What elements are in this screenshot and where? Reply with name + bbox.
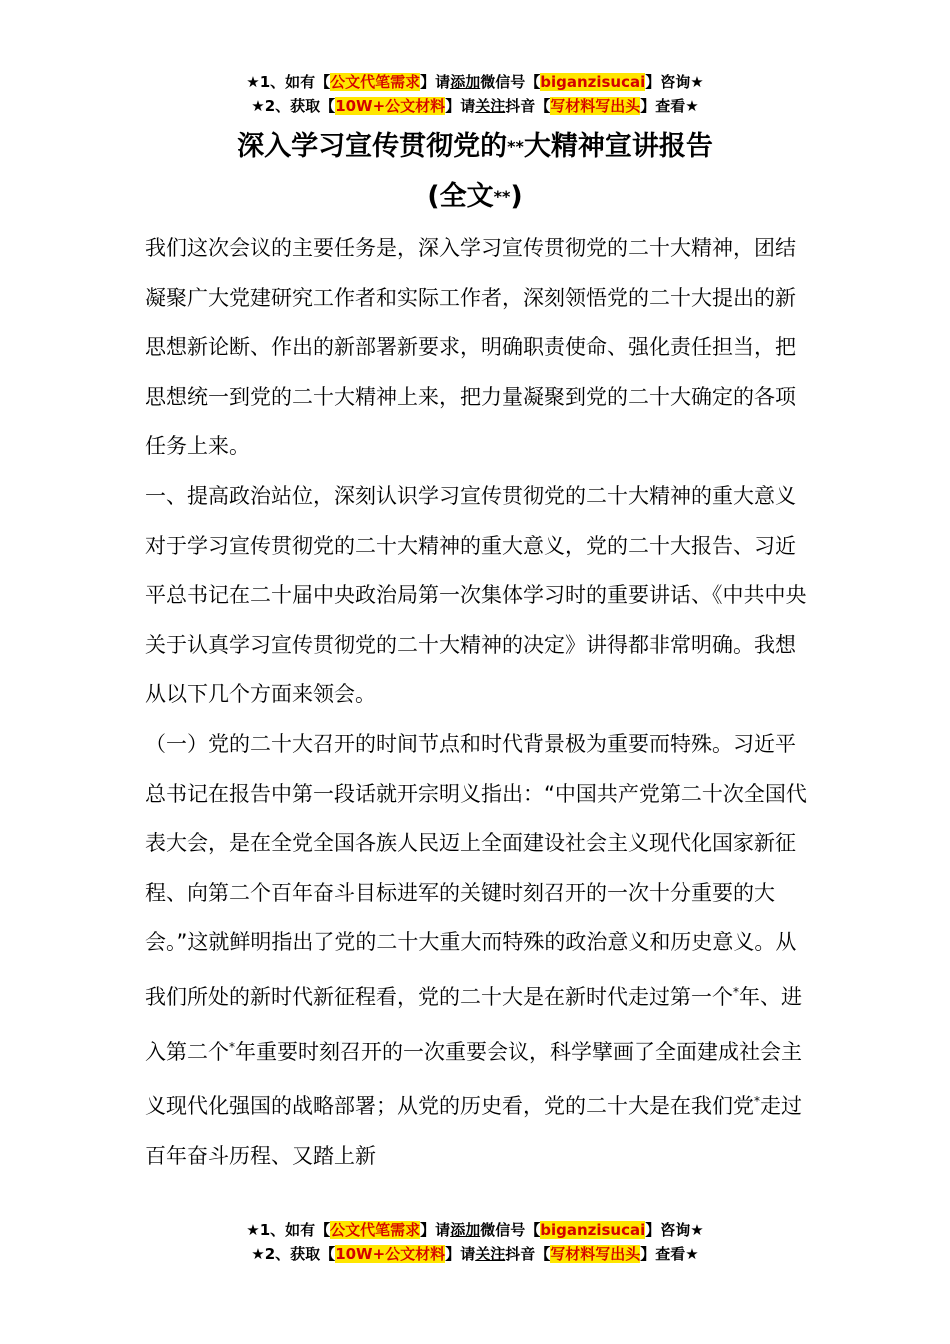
banner-text: 抖音【 [505,1245,551,1263]
banner-text: 微信号【 [480,1221,541,1239]
banner-highlight: 公文代笔需求 [330,1221,421,1239]
title-star: ** [493,187,511,206]
banner-line-1 [0,1218,950,1242]
banner-underline: 关注 [475,97,506,115]
banner-text: ★2、获取【 [251,97,336,115]
paragraph-text: 年、进入第二个 [145,984,802,1064]
title-text: (全文 [427,181,494,212]
redaction-star: * [733,984,739,999]
banner-text: ★1、如有【 [246,73,331,91]
banner-underline: 关注 [475,1245,506,1263]
redaction-star: * [229,1039,235,1054]
paragraph-3 [145,720,810,1181]
banner-highlight: 10W+公文材料 [335,97,446,115]
section-heading-1: 一、提高政治站位，深刻认识学习宣传贯彻党的二十大精神的重大意义 [145,483,796,508]
banner-line-2 [0,94,950,118]
banner-text: 】请 [420,1221,451,1239]
footer-banner [0,1218,950,1266]
banner-highlight: 公文代笔需求 [330,73,421,91]
title-text: ) [510,181,523,212]
title-text: 大精神宣讲报告 [523,131,713,162]
banner-highlight: 10W+公文材料 [335,1245,446,1263]
paragraph-text: 走过百年奋斗历程、又踏上新 [145,1094,802,1168]
banner-text: ★1、如有【 [246,1221,331,1239]
paragraph-text: （一）党的二十大召开的时间节点和时代背景极为重要而特殊。习近平总书记在报告中第一段话就开宗明义指出：“中国共产党第二十次全国代表大会，是在全党全国各族人民迈上全面建设社会主义现代化国家新征程、向第二个百年奋斗目标进军的关键时刻召开的一次十分重要的大会。”这就鲜明指出了党的二十大重大而特殊的政治意义和历史意义。从我们所处的新时代新征程看，党的二十大是在新时代走过第一个 [145,731,807,1009]
banner-text: 】查看★ [640,1245,699,1263]
banner-highlight: 写材料写出头 [550,1245,641,1263]
banner-text: 微信号【 [480,73,541,91]
paragraph-2: 对于学习宣传贯彻党的二十大精神的重大意义，党的二十大报告、习近平总书记在二十届中央政治局第一次集体学习时的重要讲话、《中共中央关于认真学习宣传贯彻党的二十大精神的决定》讲得都非常明确。我想从以下几个方面来领会。 [145,533,807,707]
page-title [0,122,950,222]
document-body [145,224,810,1181]
title-star: ** [507,137,524,156]
banner-text: 抖音【 [505,97,551,115]
title-line-1 [0,122,950,172]
paragraph-1: 我们这次会议的主要任务是，深入学习宣传贯彻党的二十大精神，团结凝聚广大党建研究工作者和实际工作者，深刻领悟党的二十大提出的新思想新论断、作出的新部署新要求，明确职责使命、强化责任担当，把思想统一到党的二十大精神上来，把力量凝聚到党的二十大确定的各项任务上来。 [145,236,796,459]
banner-text: 】请 [445,1245,476,1263]
banner-text: 】咨询★ [645,73,704,91]
header-banner [0,70,950,118]
banner-underline: 添加 [450,1221,481,1239]
banner-text: 】咨询★ [645,1221,704,1239]
title-line-2 [0,172,950,222]
banner-underline: 添加 [450,73,481,91]
banner-text: 】请 [445,97,476,115]
banner-text: ★2、获取【 [251,1245,336,1263]
title-text: 深入学习宣传贯彻党的 [237,131,508,162]
paragraph-text: 年重要时刻召开的一次重要会议，科学擘画了全面建成社会主义现代化强国的战略部署；从党的历史看，党的二十大是在我们党 [145,1039,802,1119]
banner-highlight: 写材料写出头 [550,97,641,115]
banner-highlight: biganzisucai [540,73,646,91]
banner-line-2 [0,1242,950,1266]
banner-line-1 [0,70,950,94]
redaction-star: * [754,1094,760,1109]
banner-text: 】查看★ [640,97,699,115]
banner-text: 】请 [420,73,451,91]
banner-highlight: biganzisucai [540,1221,646,1239]
